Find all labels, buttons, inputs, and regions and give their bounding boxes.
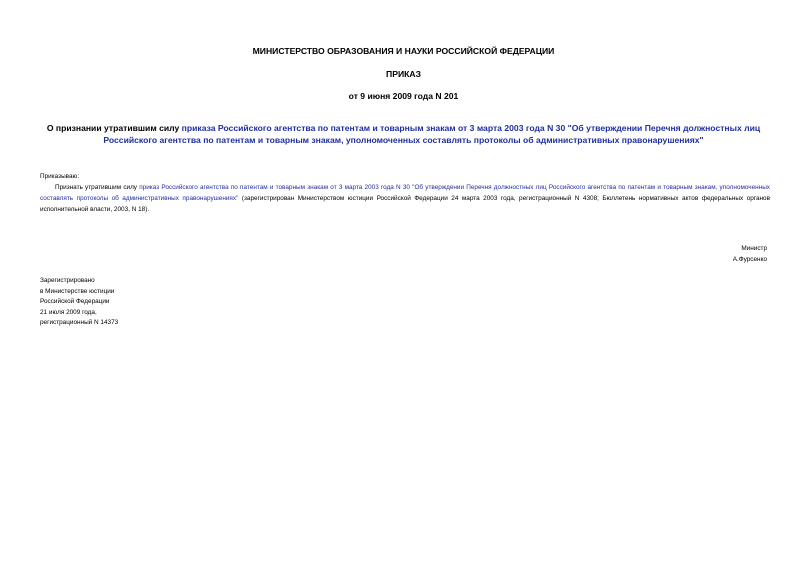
registration-line: Зарегистрировано xyxy=(40,277,95,284)
ministry-heading: МИНИСТЕРСТВО ОБРАЗОВАНИЯ И НАУКИ РОССИЙСКОЙ ФЕДЕРАЦИИ xyxy=(252,46,555,56)
main-prefix: Признать утратившим силу xyxy=(55,184,140,191)
registration-line: регистрационный N 14373 xyxy=(40,319,119,326)
signature-title: Министр xyxy=(741,245,767,252)
document-date-number: от 9 июня 2009 года N 201 xyxy=(348,91,459,101)
main-link[interactable]: приказ Российского агентства по патентам и товарным знакам от 3 марта 2003 года N 30 "Об утверждении Перечня должностных лиц Российского агентства по патентам и товарным знакам, уполномоченных составлять протоколы об административных правонарушениях" xyxy=(40,184,770,202)
registration-line: в Министерстве юстиции xyxy=(40,287,115,295)
main-paragraph xyxy=(40,182,770,215)
subject-prefix: О признании утратившим силу xyxy=(46,123,182,133)
subject-link[interactable]: приказа Российского агентства по патентам и товарным знакам от 3 марта 2003 года N 30 "Об утверждении Перечня должностных лиц Российского агентства по патентам и товарным знакам, уполномоченных составлять протоколы об административных правонарушениях" xyxy=(103,123,761,145)
registration-block xyxy=(40,276,118,329)
document-subject xyxy=(40,122,767,146)
registration-line: 21 июля 2009 года, xyxy=(40,308,97,316)
signature-name: А.Фурсенко xyxy=(732,256,767,263)
document-type-heading: ПРИКАЗ xyxy=(386,69,421,79)
registration-line: Российской Федерации xyxy=(40,298,110,305)
order-word: Приказываю: xyxy=(40,173,80,180)
main-suffix: (зарегистрирован Министерством юстиции Российской Федерации 24 марта 2003 года, регистрационный N 4308; Бюллетень нормативных актов федеральных органов исполнительной власти, 2003, N 18). xyxy=(40,195,770,213)
